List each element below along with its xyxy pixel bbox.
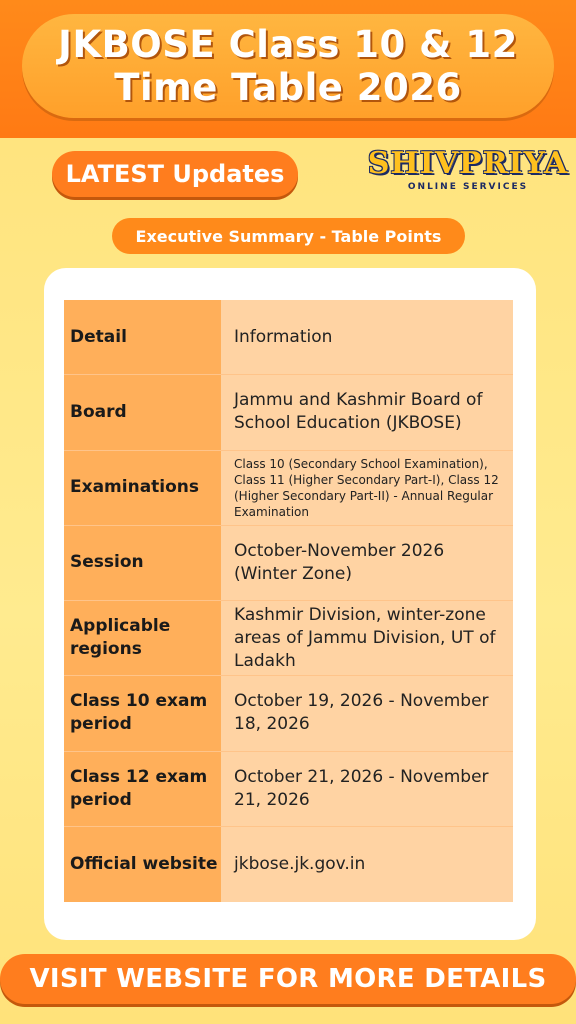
- row-value: Class 10 (Secondary School Examination), Class 11 (Higher Secondary Part-I), Class 12 (Higher Secondary Part-II) - Annual Regular Examination: [221, 451, 513, 525]
- table-row: [64, 752, 513, 827]
- title-banner: [22, 14, 554, 118]
- table-row: [64, 827, 513, 902]
- table-row: [64, 300, 513, 375]
- latest-updates-label: LATEST Updates: [65, 160, 285, 188]
- summary-label: Executive Summary - Table Points: [135, 226, 442, 246]
- row-value: jkbose.jk.gov.in: [221, 827, 513, 902]
- row-label: Board: [64, 375, 221, 449]
- row-label: Detail: [64, 300, 221, 374]
- row-label: Class 10 exam period: [64, 676, 221, 750]
- row-label: Official website: [64, 827, 221, 902]
- row-value: Kashmir Division, winter-zone areas of Jammu Division, UT of Ladakh: [221, 601, 513, 675]
- latest-updates-badge: [52, 151, 298, 197]
- row-label: Class 12 exam period: [64, 752, 221, 826]
- table-row: [64, 676, 513, 751]
- row-value: October 21, 2026 - November 21, 2026: [221, 752, 513, 826]
- logo-main-text: SHIVPRIYA: [367, 146, 569, 181]
- row-label: Applicable regions: [64, 601, 221, 675]
- visit-website-button[interactable]: [0, 954, 576, 1004]
- row-value: Jammu and Kashmir Board of School Education (JKBOSE): [221, 375, 513, 449]
- row-label: Examinations: [64, 451, 221, 525]
- table-row: [64, 526, 513, 601]
- info-table: [64, 300, 513, 902]
- page-title-line-1: JKBOSE Class 10 & 12: [58, 23, 518, 66]
- shivpriya-logo: [367, 146, 569, 200]
- table-row: [64, 451, 513, 526]
- visit-website-label: VISIT WEBSITE FOR MORE DETAILS: [29, 964, 547, 994]
- row-value: October-November 2026 (Winter Zone): [221, 526, 513, 600]
- row-label: Session: [64, 526, 221, 600]
- logo-sub-text: ONLINE SERVICES: [407, 182, 529, 192]
- summary-badge: [112, 218, 465, 254]
- page-title-line-2: Time Table 2026: [114, 66, 462, 109]
- table-row: [64, 601, 513, 676]
- table-row: [64, 375, 513, 450]
- row-value: Information: [221, 300, 513, 374]
- row-value: October 19, 2026 - November 18, 2026: [221, 676, 513, 750]
